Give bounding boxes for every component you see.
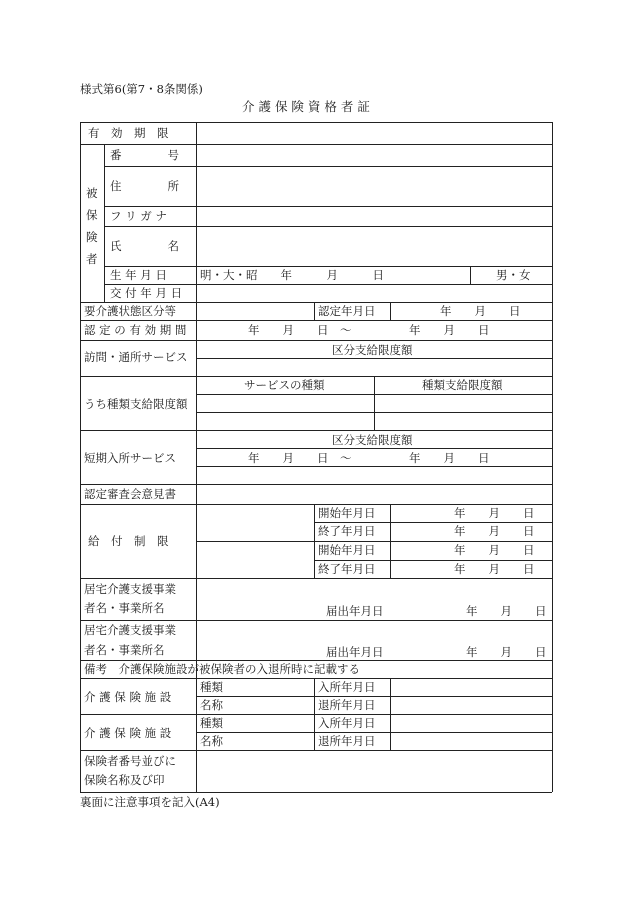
insurer-label-b: 保険名称及び印 [84,773,165,787]
support-office-label-1b: 者名・事業所名 [84,601,165,615]
remarks-text: 備考 介護保険施設が被保険者の入退所時に記載する [84,662,360,676]
end-date-label-1: 終了年月日 [318,524,376,538]
facility-kind-label-1: 種類 [200,680,223,694]
start-date-value-2: 年 月 日 [454,543,535,557]
support-office-label-2b: 者名・事業所名 [84,643,165,657]
cert-date-label: 認定年月日 [318,304,376,318]
document-title: 介 護 保 険 資 格 者 証 [242,99,370,114]
facility-label-1: 介 護 保 険 施 設 [84,690,172,704]
insured-label-2: 保 [86,208,98,222]
admission-date-label-1: 入所年月日 [318,680,376,694]
short-stay-period-value: 年 月 日 ～ 年 月 日 [248,451,490,465]
facility-label-2: 介 護 保 険 施 設 [84,726,172,740]
service-type-header: サービスの種類 [244,378,325,392]
dob-label: 生 年 月 日 [110,268,167,282]
form-reference: 様式第6(第7・8条関係) [80,82,203,96]
name-label: 氏 名 [110,239,179,253]
cert-date-value: 年 月 日 [440,304,521,318]
furigana-label: フ リ ガ ナ [110,209,167,223]
insurer-label-a: 保険者番号並びに [84,754,176,768]
end-date-value-2: 年 月 日 [454,562,535,576]
review-opinion-label: 認定審査会意見書 [84,487,176,501]
type-limit-label: うち種類支給限度額 [84,397,188,411]
notified-date-value-2: 年 月 日 [466,645,547,659]
valid-period-value: 年 月 日 ～ 年 月 日 [248,323,490,337]
notified-date-value-1: 年 月 日 [466,604,547,618]
sex-value: 男・女 [496,268,531,282]
care-level-label: 要介護状態区分等 [84,304,176,318]
discharge-date-label-1: 退所年月日 [318,698,376,712]
end-date-label-2: 終了年月日 [318,562,376,576]
issue-date-label: 交 付 年 月 日 [110,286,183,300]
valid-period-label: 認 定 の 有 効 期 間 [84,323,187,337]
validity-label: 有 効 期 限 [88,126,169,140]
footer-note: 裏面に注意事項を記入(A4) [80,795,220,809]
short-stay-label: 短期入所サービス [84,451,176,465]
short-stay-limit-header: 区分支給限度額 [332,433,413,447]
support-office-label-2a: 居宅介護支援事業 [84,623,176,637]
admission-date-label-2: 入所年月日 [318,716,376,730]
facility-kind-label-2: 種類 [200,716,223,730]
dob-value: 明・大・昭 年 月 日 [200,268,384,282]
benefit-restriction-label: 給 付 制 限 [88,534,169,548]
insured-label-3: 険 [86,230,98,244]
insured-label-4: 者 [86,252,98,266]
notified-date-label-2: 届出年月日 [326,645,384,659]
start-date-value-1: 年 月 日 [454,506,535,520]
notified-date-label-1: 届出年月日 [326,604,384,618]
address-label: 住 所 [110,179,179,193]
number-label: 番 号 [110,148,179,162]
end-date-value-1: 年 月 日 [454,524,535,538]
facility-name-label-2: 名称 [200,734,223,748]
type-limit-amount-header: 種類支給限度額 [422,378,503,392]
start-date-label-2: 開始年月日 [318,543,376,557]
facility-name-label-1: 名称 [200,698,223,712]
home-services-label: 訪問・通所サービス [84,350,188,364]
support-office-label-1a: 居宅介護支援事業 [84,582,176,596]
limit-amount-header: 区分支給限度額 [332,343,413,357]
start-date-label-1: 開始年月日 [318,506,376,520]
discharge-date-label-2: 退所年月日 [318,734,376,748]
insured-label-1: 被 [86,186,98,200]
